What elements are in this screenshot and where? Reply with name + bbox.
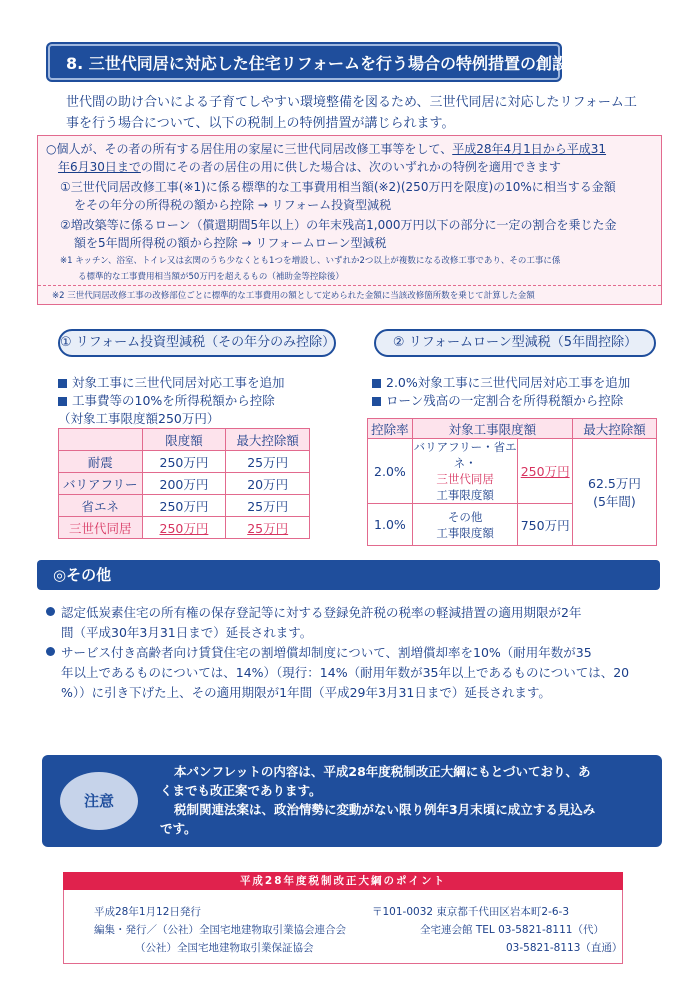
row-label: 耐震 <box>59 451 143 473</box>
table-row <box>59 517 310 539</box>
item-2-line-1: ②増改築等に係るローン（償還期間5年以上）の年末残高1,000万円以下の部分に一定の割合を乗じた金 <box>60 218 617 232</box>
max-deduction-period: (5年間) <box>593 494 636 509</box>
other-item-2: サービス付き高齢者向け賃貸住宅の割増償却制度について、割増償却率を10%（耐用年数が35 年以上であるものについては、14%）（現行：14%（耐用年数が35年以上であるものについては、20 %））に引き下げた上、その適用期限が1年間（平成29年3月31日まで）延長されます。 <box>46 643 666 703</box>
table-row <box>59 451 310 473</box>
issue-date: 平成28年1月12日発行 <box>94 906 201 918</box>
table-row <box>59 473 310 495</box>
notice-label: 注意 <box>60 772 138 830</box>
reform-loan-pill: ② リフォームローン型減税（5年間控除） <box>374 329 656 357</box>
max-deduction-cell: 20万円 <box>226 473 310 495</box>
item-1-line-2: をその年分の所得税の額から控除 → リフォーム投資型減税 <box>74 198 392 212</box>
tel-number: 03-5821-8111（代） <box>498 924 604 936</box>
work-type-line: 工事限度額 <box>436 525 494 540</box>
square-bullet-icon <box>372 379 381 388</box>
item-1-line-1: ①三世代同居改修工事(※1)に係る標準的な工事費用相当額(※2)(250万円を限度)の10%に相当する金額 <box>60 180 616 194</box>
square-bullet-icon <box>372 397 381 406</box>
row-label: 三世代同居 <box>59 517 143 539</box>
notice-line: 本パンフレットの内容は、平成28年度税制改正大綱にもとづいており、あ <box>174 764 591 779</box>
square-bullet-icon <box>58 379 67 388</box>
conditions-line-1: ○個人が、その者の所有する居住用の家屋に三世代同居改修工事等をして、平成28年4月1日から平成31 <box>46 142 607 156</box>
note-1-line-2: る標準的な工事費用相当額が50万円を超えるもの（補助金等控除後） <box>78 272 344 282</box>
notice-line: くまでも改正案であります。 <box>160 783 322 798</box>
other-section-title: ◎その他 <box>37 560 660 590</box>
max-deduction-cell: 25万円 <box>226 495 310 517</box>
table-row <box>59 495 310 517</box>
row-label: 省エネ <box>59 495 143 517</box>
table-header-cell: 限度額 <box>142 429 226 451</box>
rate-cell: 1.0% <box>368 504 413 546</box>
table-header-cell: 最大控除額 <box>226 429 310 451</box>
work-type-cell <box>412 504 518 546</box>
conditions-box <box>37 135 662 305</box>
notice-line: です。 <box>160 821 197 836</box>
notice-text <box>160 762 652 838</box>
notes-divider <box>38 285 661 286</box>
max-deduction-cell: 25万円 <box>226 451 310 473</box>
table-header-cell <box>59 429 143 451</box>
max-deduction-cell: 25万円 <box>226 517 310 539</box>
table-header-cell: 最大控除額 <box>572 419 656 439</box>
other-item-2-line-3: %））に引き下げた上、その適用期限が1年間（平成29年3月31日まで）延長されます。 <box>61 685 551 700</box>
right-bullet-1: 2.0%対象工事に三世代同居対応工事を追加 <box>372 373 630 391</box>
left-sub: （対象工事限度額250万円） <box>58 411 220 426</box>
bullet-dot-icon <box>46 647 55 656</box>
max-deduction-value: 62.5万円 <box>588 476 641 491</box>
table-header-cell: 対象工事限度額 <box>412 419 572 439</box>
note-1-line-1: ※1 キッチン、浴室、トイレ又は玄関のうち少なくとも1つを増設し、いずれか2つ以上が複数になる改修工事であり、その工事に係 <box>60 256 561 266</box>
amount-cell: 250万円 <box>518 439 573 504</box>
footer-title: 平成28年度税制改正大綱のポイント <box>63 872 623 890</box>
limit-cell: 250万円 <box>142 517 226 539</box>
other-item-2-line-2: 年以上であるものについては、14%）（現行：14%（耐用年数が35年以上であるものについては、20 <box>61 665 630 680</box>
work-type-line: 工事限度額 <box>436 488 494 502</box>
item-2-line-2: 額を5年間所得税の額から控除 → リフォームローン型減税 <box>74 236 387 250</box>
amount-cell: 750万円 <box>518 504 573 546</box>
address: 〒101-0032 東京都千代田区岩本町2-6-3 <box>372 906 570 918</box>
tel-line-2: 03-5821-8113（直通） <box>506 942 623 954</box>
intro-line-2: 事を行う場合について、以下の税制上の特例措置が講じられます。 <box>66 116 455 131</box>
right-bullet-2: ローン残高の一定割合を所得税額から控除 <box>372 391 623 409</box>
loan-table <box>367 418 657 546</box>
conditions-line-2: 年6月30日までの間にその者の居住の用に供した場合は、次のいずれかの特例を適用できます <box>58 160 561 174</box>
square-bullet-icon <box>58 397 67 406</box>
note-2: ※2 三世代同居改修工事の改修部位ごとに標準的な工事費用の額として定められた金額に当該改修箇所数を乗じて計算した金額 <box>52 291 535 301</box>
tel-line-1 <box>420 922 604 937</box>
limit-cell: 250万円 <box>142 451 226 473</box>
other-item-1: 認定低炭素住宅の所有権の保存登記等に対する登録免許税の税率の軽減措置の適用期限が2年 間（平成30年3月31日まで）延長されます。 <box>46 603 666 643</box>
section-8-title: 8. 三世代同居に対応した住宅リフォームを行う場合の特例措置の創設 <box>48 44 560 80</box>
reform-investment-pill: ① リフォーム投資型減税（その年分のみ控除） <box>58 329 336 357</box>
table-row <box>368 439 657 504</box>
rate-cell: 2.0% <box>368 439 413 504</box>
left-bullet-1: 対象工事に三世代同居対応工事を追加 <box>58 373 285 391</box>
investment-table <box>58 428 310 539</box>
row-label: バリアフリー <box>59 473 143 495</box>
max-deduction-cell <box>572 439 656 546</box>
table-header-cell: 控除率 <box>368 419 413 439</box>
limit-cell: 200万円 <box>142 473 226 495</box>
publisher-1: 編集・発行／（公社）全国宅地建物取引業協会連合会 <box>94 924 346 936</box>
work-type-line: バリアフリー・省エネ・ <box>413 440 517 470</box>
tel-label: 全宅連会館 TEL <box>420 924 495 936</box>
publisher-2: （公社）全国宅地建物取引業保証協会 <box>135 942 314 954</box>
limit-cell: 250万円 <box>142 495 226 517</box>
notice-line: 税制関連法案は、政治情勢に変動がない限り例年3月末頃に成立する見込み <box>174 802 596 817</box>
work-type-cell <box>412 439 518 504</box>
section-8-intro <box>66 92 662 134</box>
intro-line-1: 世代間の助け合いによる子育てしやすい環境整備を図るため、三世代同居に対応したリフォーム工 <box>66 95 637 110</box>
work-type-line: 三世代同居 <box>436 472 494 486</box>
other-item-1-line-2: 間（平成30年3月31日まで）延長されます。 <box>61 625 313 640</box>
bullet-dot-icon <box>46 607 55 616</box>
work-type-line: その他 <box>447 509 483 524</box>
left-bullet-2: 工事費等の10%を所得税額から控除 <box>58 391 275 409</box>
